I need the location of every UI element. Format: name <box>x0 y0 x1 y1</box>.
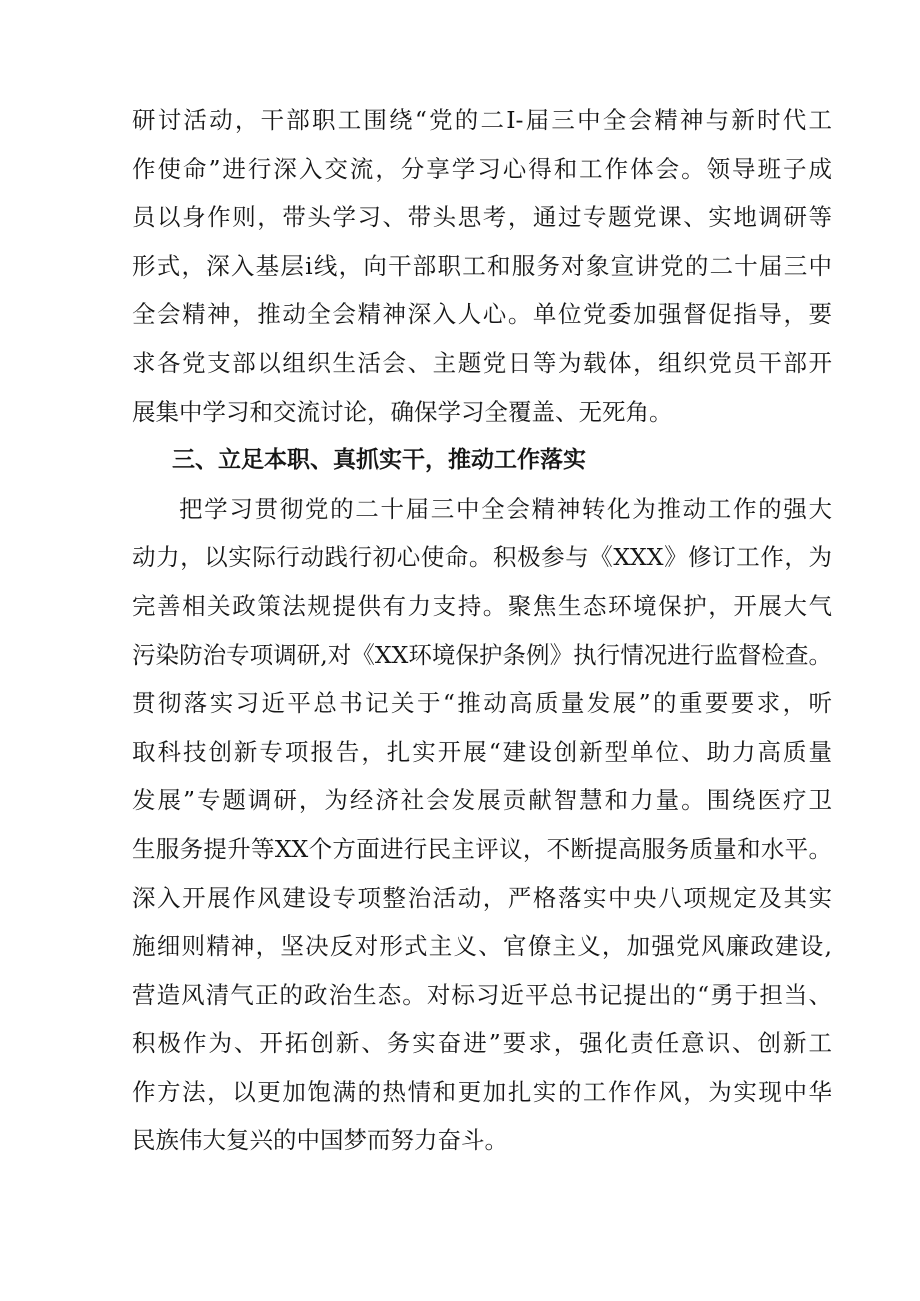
paragraph <box>132 96 832 436</box>
text-line: 深入开展作风建设专项整治活动，严格落实中央八项规定及其实 <box>132 883 832 912</box>
text-line: 取科技创新专项报告，扎实开展“建设创新型单位、助力高质量 <box>132 737 832 766</box>
text-line: 把学习贯彻党的二十届三中全会精神转化为推动工作的强大 <box>179 494 832 523</box>
text-line: 研讨活动，干部职工围绕“党的二I-届三中全会精神与新时代工 <box>132 106 832 134</box>
text-line: 全会精神，推动全会精神深入人心。单位党委加强督促指导，要 <box>132 300 832 329</box>
paragraph <box>132 485 832 1165</box>
section-heading: 三、立足本职、真抓实干，推动工作落实 <box>172 447 586 474</box>
text-line: 展集中学习和交流讨论，确保学习全覆盖、无死角。 <box>132 397 673 426</box>
text-line: 营造风清气正的政治生态。对标习近平总书记提出的“勇于担当、 <box>132 980 832 1009</box>
text-line: 积极作为、开拓创新、务实奋进”要求，强化责任意识、创新工 <box>132 1029 832 1058</box>
text-line: 员以身作则，带头学习、带头思考，通过专题党课、实地调研等 <box>132 203 832 232</box>
text-line: 施细则精神，坚决反对形式主义、官僚主义，加强党风廉政建设, <box>132 932 832 961</box>
text-line: 完善相关政策法规提供有力支持。聚焦生态环境保护，开展大气 <box>132 591 832 620</box>
text-line: 发展”专题调研，为经济社会发展贡献智慧和力量。围绕医疗卫 <box>132 786 832 815</box>
text-line: 动力，以实际行动践行初心使命。积极参与《XXX》修订工作，为 <box>132 543 832 572</box>
text-line: 贯彻落实习近平总书记关于“推动高质量发展”的重要要求，听 <box>132 689 832 718</box>
document-body <box>132 96 832 1165</box>
text-line: 求各党支部以组织生活会、主题党日等为载体，组织党员干部开 <box>132 348 832 377</box>
text-line: 形式，深入基层i线，向干部职工和服务对象宣讲党的二十届三中 <box>132 251 832 280</box>
text-line: 作方法，以更加饱满的热情和更加扎实的工作作风，为实现中华 <box>132 1077 832 1106</box>
text-line: 污染防治专项调研,对《XX环境保护条例》执行情况进行监督检查。 <box>132 640 832 669</box>
text-line: 民族伟大复兴的中国梦而努力奋斗。 <box>132 1126 508 1155</box>
text-line: 作使命”进行深入交流，分享学习心得和工作体会。领导班子成 <box>132 154 832 183</box>
text-line: 生服务提升等XX个方面进行民主评议，不断提高服务质量和水平。 <box>132 834 832 863</box>
